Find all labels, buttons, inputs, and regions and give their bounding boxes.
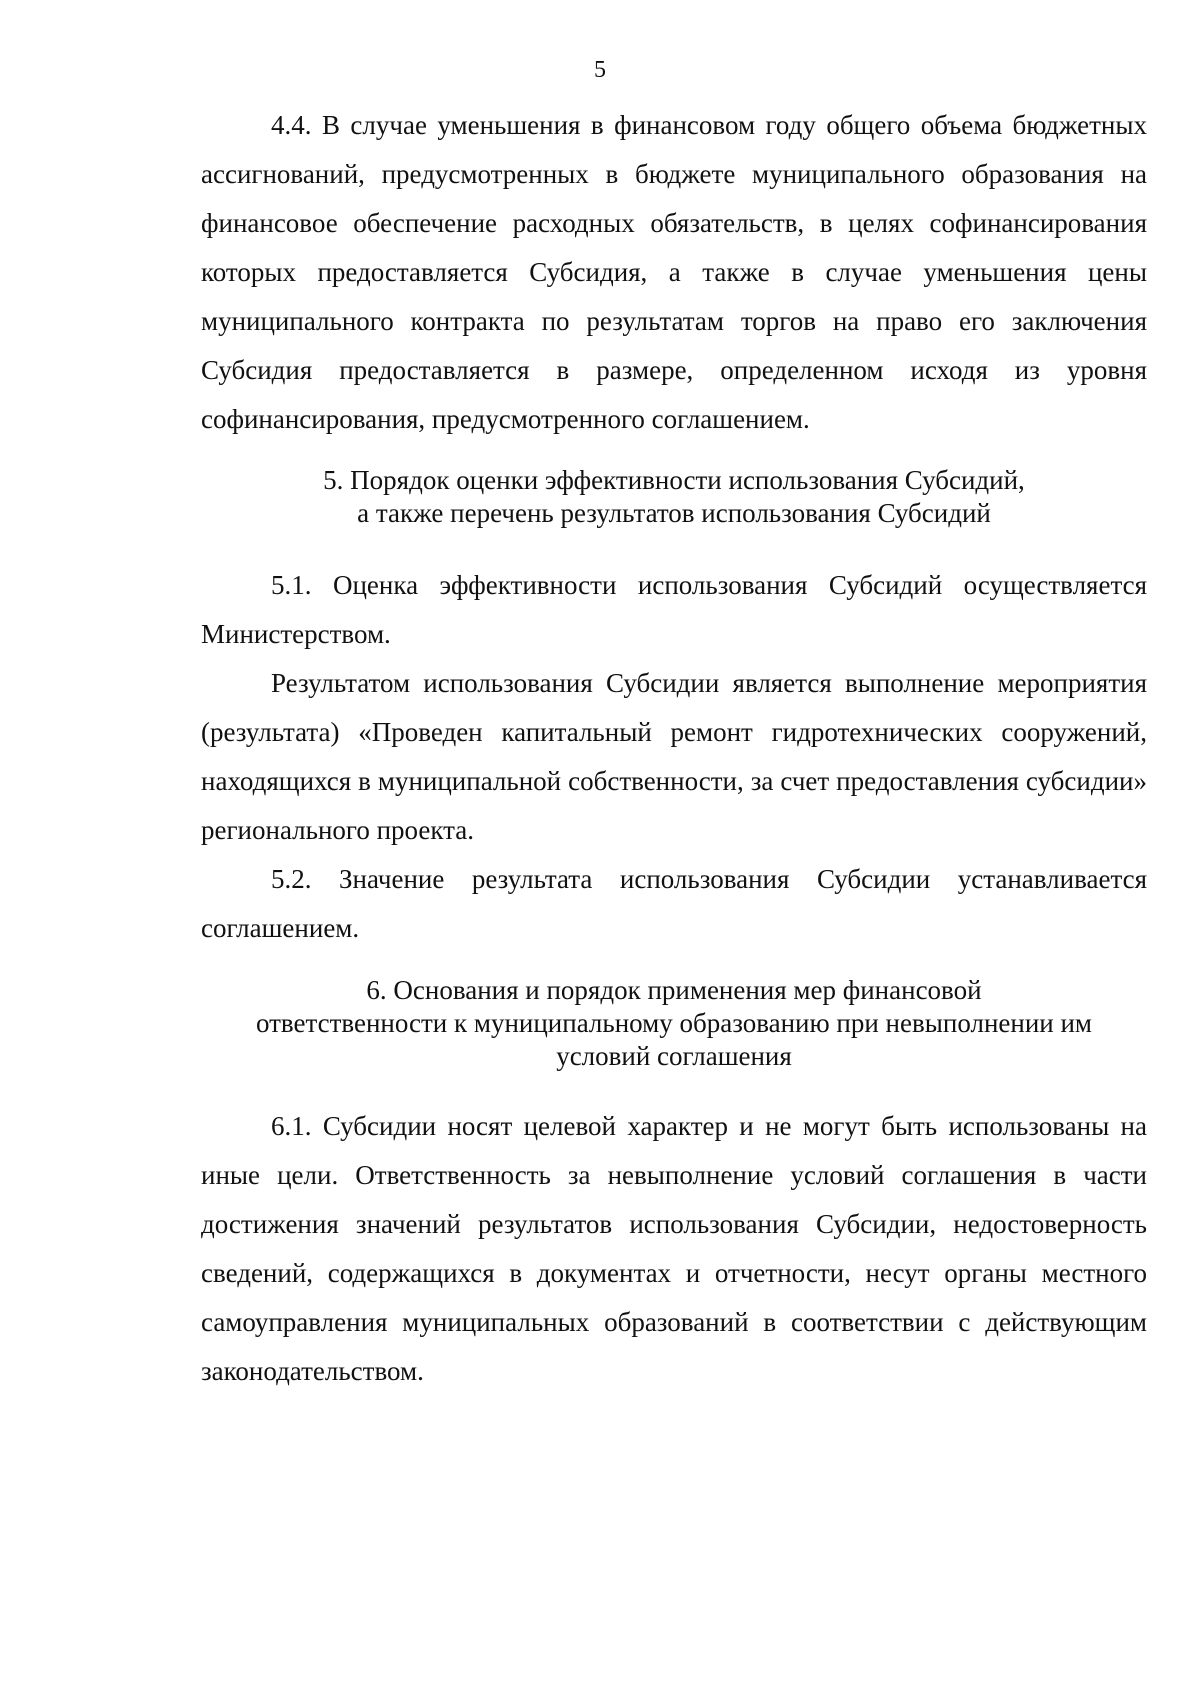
paragraph-6-1: 6.1. Субсидии носят целевой характер и не могут быть использованы на иные цели. Ответственность за невыполнение условий соглашения в части достижения значений результатов использования Субсидии, недостоверность сведений, содержащихся в документах и отчетности, несут органы местного самоуправления муниципальных образований в соответствии с действующим законодательством.	[201, 1111, 1147, 1386]
paragraph-5-1-result: Результатом использования Субсидии является выполнение мероприятия (результата) «Проведен капитальный ремонт гидротехнических сооружений, находящихся в муниципальной собственности, за счет предоставления субсидии» регионального проекта.	[201, 668, 1147, 845]
section-6-body	[201, 1102, 1147, 1396]
section-6-heading-line-2: ответственности к муниципальному образованию при невыполнении им	[255, 1008, 1093, 1038]
paragraph-4-4: 4.4. В случае уменьшения в финансовом году общего объема бюджетных ассигнований, предусмотренных в бюджете муниципального образования на финансовое обеспечение расходных обязательств, в целях софинансирования которых предоставляется Субсидия, а также в случае уменьшения цены муниципального контракта по результатам торгов на право его заключения Субсидия предоставляется в размере, определенном исходя из уровня софинансирования, предусмотренного соглашением.	[201, 110, 1147, 434]
section-5-heading	[201, 464, 1147, 530]
section-6-heading-line-3: условий соглашения	[556, 1041, 792, 1071]
paragraph-5-2: 5.2. Значение результата использования Субсидии устанавливается соглашением.	[201, 864, 1147, 943]
section-6-heading	[201, 974, 1147, 1073]
paragraph-4-4-block	[201, 101, 1147, 444]
section-5-body	[201, 561, 1147, 953]
section-6-heading-line-1: 6. Основания и порядок применения мер финансовой	[366, 975, 982, 1005]
section-5-heading-line-2: а также перечень результатов использования Субсидий	[357, 498, 991, 528]
page-number: 5	[594, 57, 606, 83]
section-5-heading-line-1: 5. Порядок оценки эффективности использования Субсидий,	[323, 465, 1025, 495]
paragraph-5-1: 5.1. Оценка эффективности использования Субсидий осуществляется Министерством.	[201, 570, 1147, 649]
